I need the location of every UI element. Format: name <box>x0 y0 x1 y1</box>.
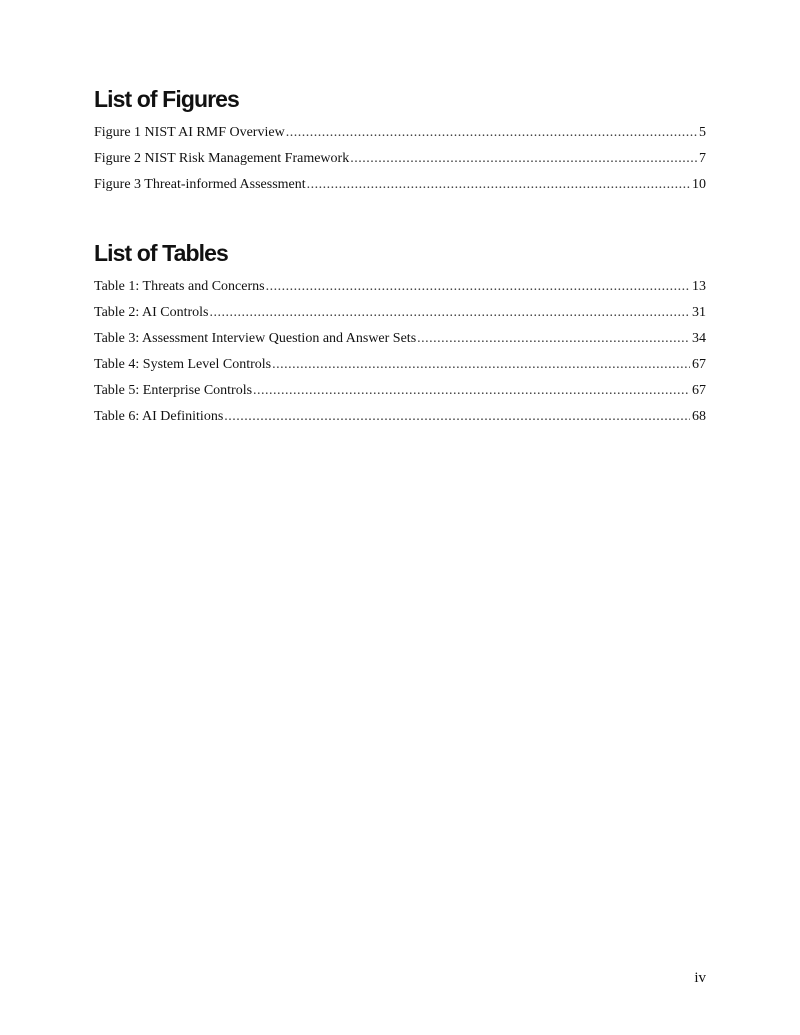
list-of-tables-section <box>94 238 706 435</box>
table-entry-label: Table 6: AI Definitions <box>94 409 224 424</box>
table-entry-page: 34 <box>692 331 706 346</box>
figure-entry-2[interactable] <box>94 151 706 177</box>
table-entry-page: 13 <box>692 279 706 294</box>
table-entry-page: 68 <box>692 409 706 424</box>
table-entry-label: Table 3: Assessment Interview Question and Answer Sets <box>94 331 417 346</box>
dot-leader <box>307 177 690 193</box>
list-of-figures <box>94 125 706 203</box>
dot-leader <box>417 331 690 347</box>
dot-leader <box>210 305 690 321</box>
figure-entry-3[interactable] <box>94 177 706 203</box>
table-entry-label: Table 5: Enterprise Controls <box>94 383 253 398</box>
figure-entry-label: Figure 2 NIST Risk Management Framework <box>94 151 350 166</box>
table-entry-page: 67 <box>692 357 706 372</box>
table-entry-4[interactable] <box>94 357 706 383</box>
figure-entry-page: 5 <box>699 125 706 140</box>
dot-leader <box>266 279 690 295</box>
figure-entry-label: Figure 1 NIST AI RMF Overview <box>94 125 285 140</box>
table-entry-5[interactable] <box>94 383 706 409</box>
dot-leader <box>253 383 690 399</box>
table-entry-label: Table 2: AI Controls <box>94 305 209 320</box>
figure-entry-page: 7 <box>699 151 706 166</box>
figure-entry-label: Figure 3 Threat-informed Assessment <box>94 177 306 192</box>
list-of-tables-heading: List of Tables <box>94 240 228 266</box>
table-entry-page: 67 <box>692 383 706 398</box>
figure-entry-1[interactable] <box>94 125 706 151</box>
table-entry-2[interactable] <box>94 305 706 331</box>
table-entry-label: Table 1: Threats and Concerns <box>94 279 265 294</box>
table-entry-3[interactable] <box>94 331 706 357</box>
table-entry-label: Table 4: System Level Controls <box>94 357 272 372</box>
list-of-figures-section <box>94 84 706 203</box>
table-entry-page: 31 <box>692 305 706 320</box>
page-number: iv <box>694 970 706 986</box>
dot-leader <box>272 357 690 373</box>
list-of-tables <box>94 279 706 435</box>
table-entry-1[interactable] <box>94 279 706 305</box>
dot-leader <box>224 409 690 425</box>
dot-leader <box>286 125 697 141</box>
list-of-figures-heading: List of Figures <box>94 86 239 112</box>
figure-entry-page: 10 <box>692 177 706 192</box>
dot-leader <box>350 151 697 167</box>
table-entry-6[interactable] <box>94 409 706 435</box>
